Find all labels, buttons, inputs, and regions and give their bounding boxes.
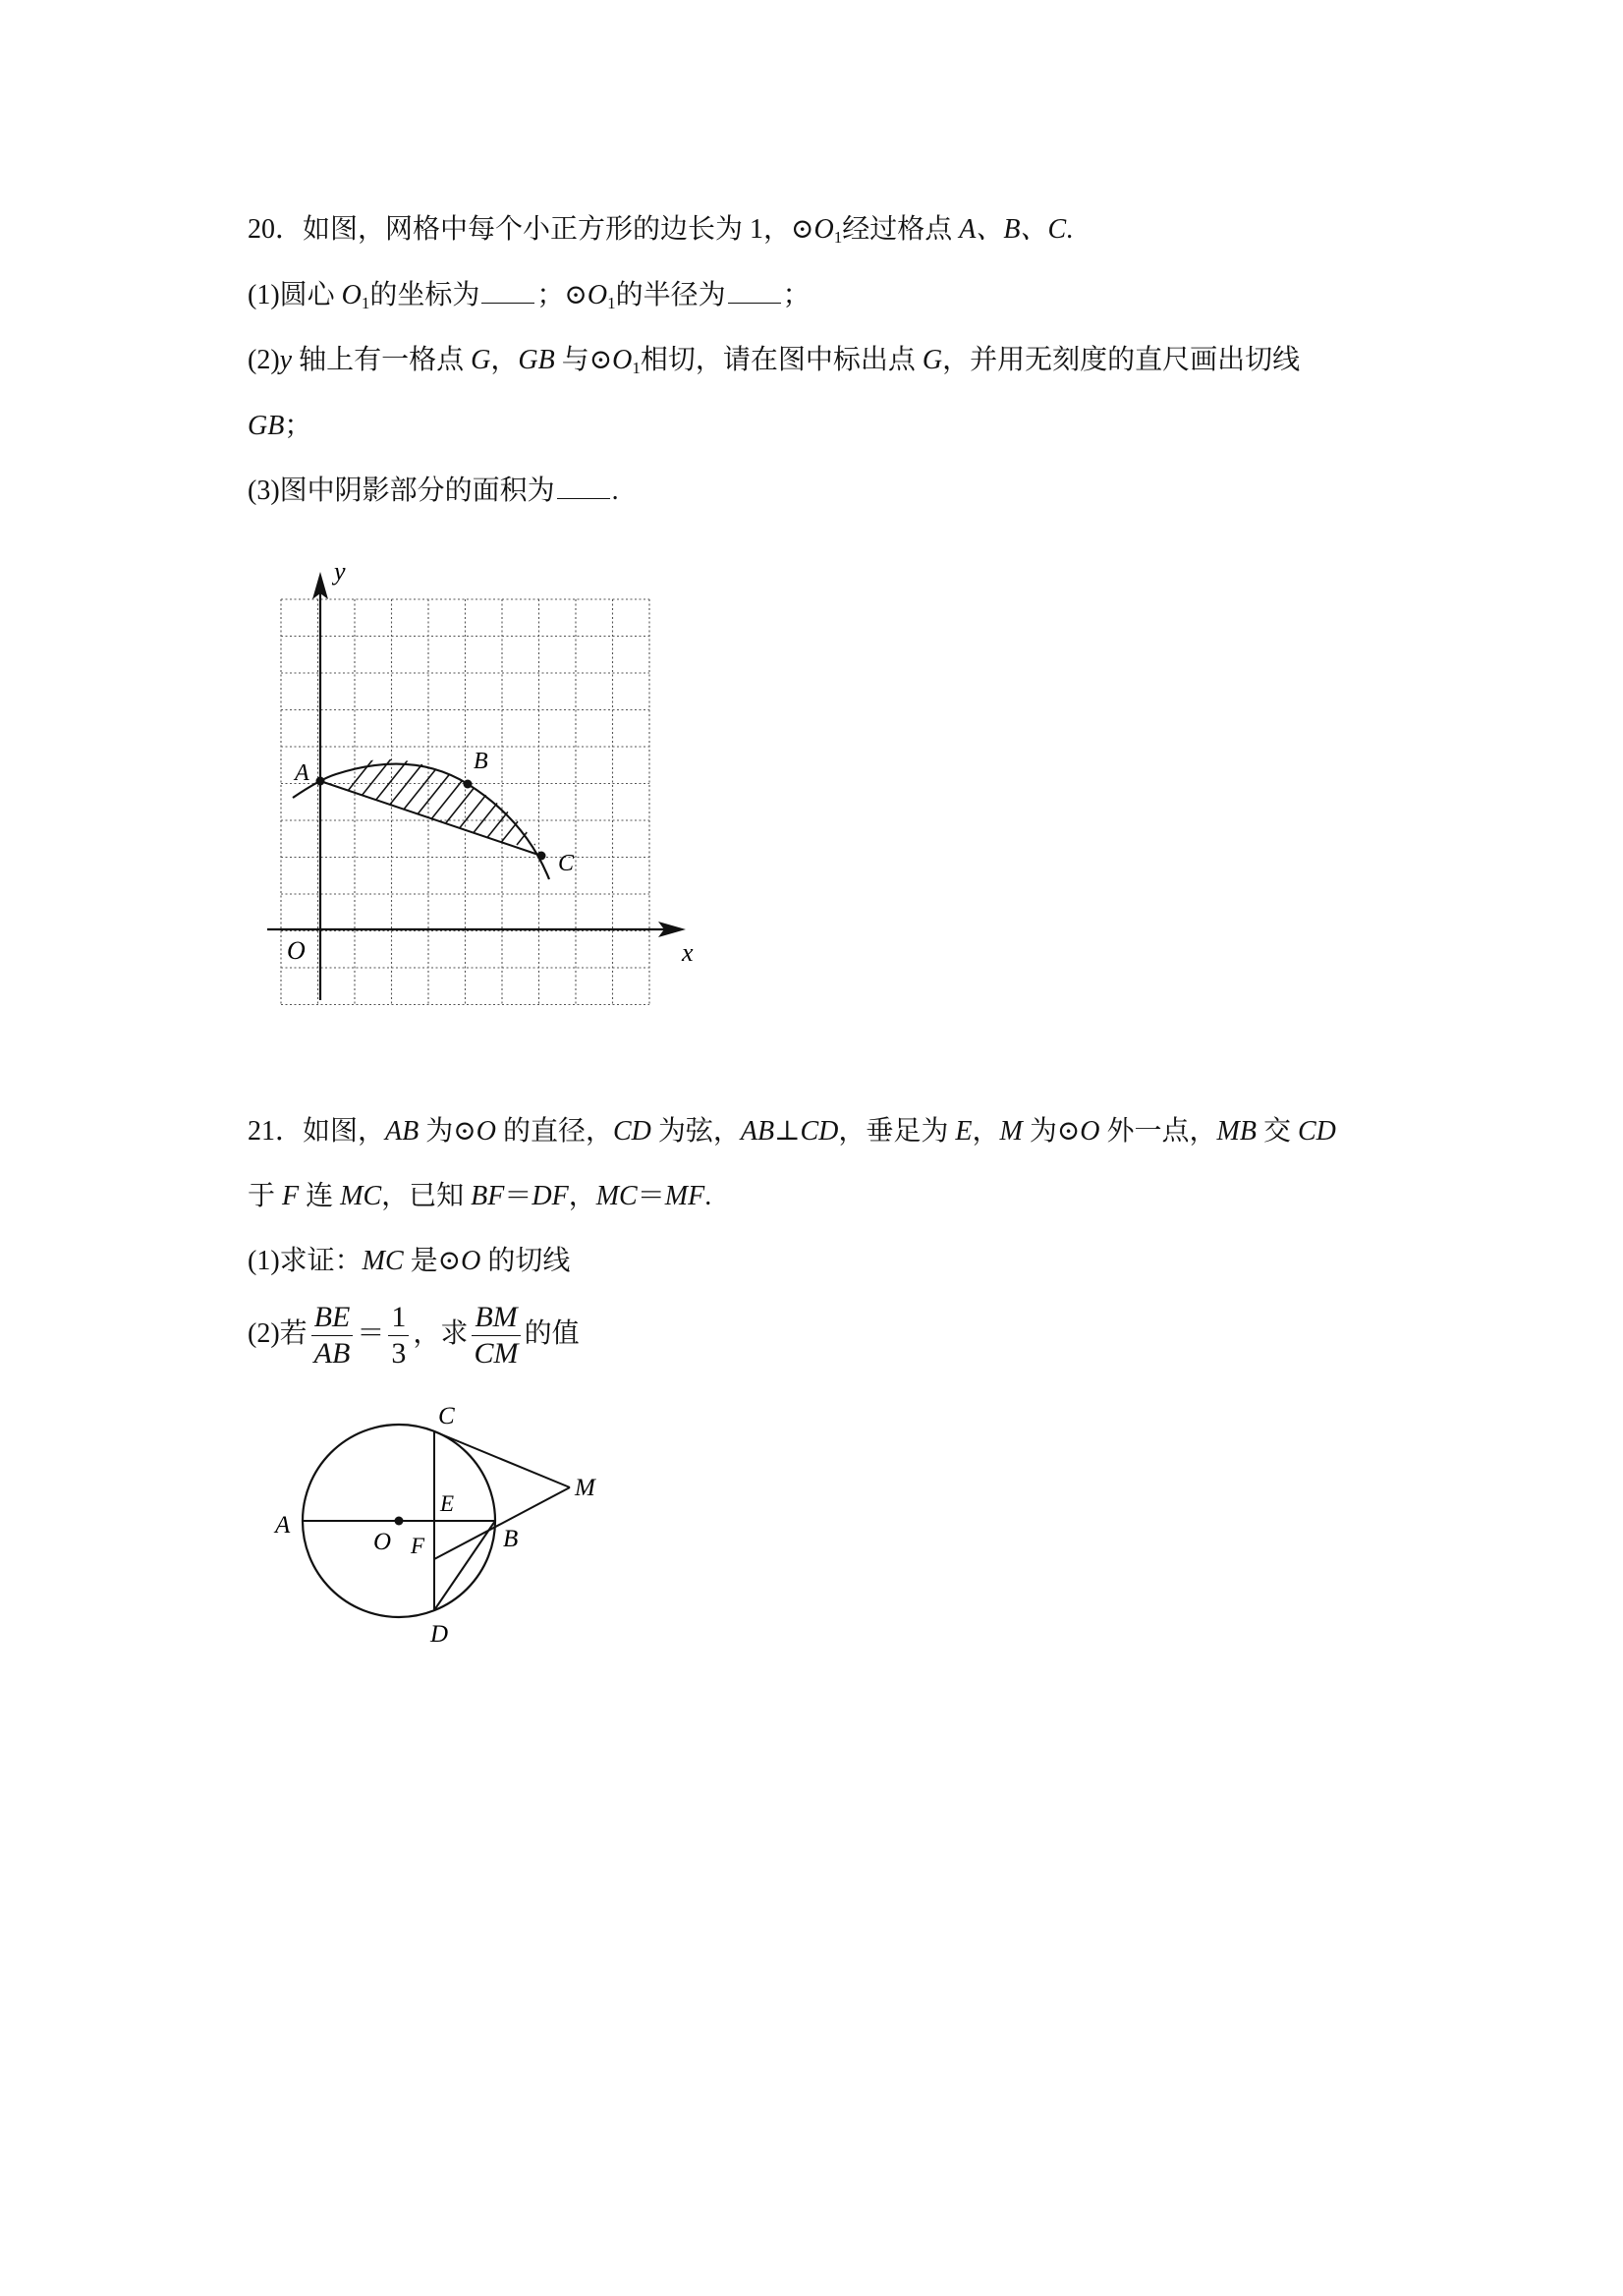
q21-eq2: ＝ xyxy=(637,1181,665,1211)
q20-p2-O: O xyxy=(612,345,633,375)
q20-p3-end: . xyxy=(611,476,619,506)
label-F: F xyxy=(411,1534,425,1558)
frac1-denominator: AB xyxy=(313,1337,351,1371)
q21-AB: AB xyxy=(385,1116,420,1147)
q21-l2-text: 于 xyxy=(248,1181,283,1211)
q21-l1-text: 如图， xyxy=(303,1116,386,1147)
q20-p2-comma: ， xyxy=(490,345,519,375)
chord-AC xyxy=(320,781,541,856)
q20-p2-G: G xyxy=(471,345,491,375)
q21-AB2: AB xyxy=(740,1116,775,1147)
q20-stem-text2: 经过格点 xyxy=(842,214,960,245)
q20-stem xyxy=(248,210,1073,250)
q21-stem-line1 xyxy=(248,1112,1336,1151)
grid-lines xyxy=(281,599,649,1005)
label-O: O xyxy=(287,936,306,965)
q21-eq3: ＝ xyxy=(357,1318,385,1349)
q21-l2-text2: 连 xyxy=(299,1181,341,1211)
q21-l1-text7: 外一点， xyxy=(1099,1116,1217,1147)
label-O: O xyxy=(373,1529,392,1555)
q21-l2-comma: ， xyxy=(568,1181,596,1211)
label-A: A xyxy=(295,760,309,786)
frac1-numerator: BE xyxy=(311,1300,354,1336)
q21-l1-text4: 为弦， xyxy=(650,1116,741,1147)
q21-MB: MB xyxy=(1216,1116,1257,1147)
q20-p1-circle: O xyxy=(587,280,608,310)
q20-stem-text: 如图，网格中每个小正方形的边长为 1，⊙ xyxy=(303,214,814,245)
label-C: C xyxy=(438,1403,455,1429)
label-C: C xyxy=(558,851,575,876)
q20-p2-y: y xyxy=(279,345,293,375)
hatch-line xyxy=(375,747,454,845)
q20-part3 xyxy=(248,472,619,511)
q20-p1-center: O xyxy=(341,280,362,310)
q21-number: 21． xyxy=(248,1116,304,1147)
q21-O: O xyxy=(476,1116,496,1147)
q20-number: 20． xyxy=(248,214,304,245)
q21-E: E xyxy=(955,1116,973,1147)
segment-BD xyxy=(434,1521,495,1610)
q21-CD3: CD xyxy=(1298,1116,1336,1147)
label-E: E xyxy=(440,1491,455,1516)
q20-p3-blank-area[interactable] xyxy=(557,473,610,499)
label-A: A xyxy=(275,1512,291,1539)
q21-part2 xyxy=(248,1293,580,1375)
hatch-line xyxy=(358,747,436,845)
label-B: B xyxy=(474,749,488,774)
q20-p1-text4: 的半径为 xyxy=(615,280,726,310)
hatch-line xyxy=(517,747,595,845)
q21-MF: MF xyxy=(664,1181,705,1211)
frac2-numerator: 1 xyxy=(388,1300,409,1336)
center-point-O xyxy=(395,1517,404,1526)
q20-p2-text4: ，并用无刻度的直尺画出切线 xyxy=(942,345,1301,375)
q21-l1-text8: 交 xyxy=(1256,1116,1298,1147)
q20-part2-line2 xyxy=(248,407,311,446)
q21-CD: CD xyxy=(612,1116,651,1147)
q20-p2-text3: 相切，请在图中标出点 xyxy=(640,345,923,375)
q21-p2-text2: ，求 xyxy=(413,1318,469,1349)
q21-l1-text2: 为⊙ xyxy=(419,1116,476,1147)
q20-stem-circle: O xyxy=(813,214,834,245)
q20-grid-figure xyxy=(255,550,707,1012)
segment-CM xyxy=(434,1431,570,1487)
segment-MB xyxy=(434,1487,570,1559)
q21-l1-comma: ， xyxy=(972,1116,1000,1147)
q20-p2-label: (2) xyxy=(248,345,280,375)
q21-circle-figure xyxy=(265,1400,619,1655)
q21-BF: BF xyxy=(471,1181,505,1211)
q21-F: F xyxy=(282,1181,300,1211)
q20-p1-text: (1)圆心 xyxy=(248,280,342,310)
label-x: x xyxy=(682,938,694,967)
q21-perp: ⊥ xyxy=(774,1116,801,1147)
hatch-line xyxy=(340,747,419,845)
hatch-line xyxy=(305,747,383,845)
q20-p1-end: ； xyxy=(782,280,811,310)
label-M: M xyxy=(575,1475,595,1501)
q20-p3-text: (3)图中阴影部分的面积为 xyxy=(248,476,555,506)
q20-p1-blank-radius[interactable] xyxy=(728,277,781,304)
frac2-denominator: 3 xyxy=(391,1337,407,1371)
q21-p1-MC: MC xyxy=(362,1246,404,1276)
hatch-line xyxy=(534,747,613,845)
q21-p1-text2: 是⊙ xyxy=(403,1246,462,1276)
q21-fraction-BE-AB xyxy=(311,1300,354,1372)
label-y: y xyxy=(334,557,346,586)
frac3-numerator: BM xyxy=(472,1300,520,1336)
q21-l1-text3: 的直径， xyxy=(495,1116,613,1147)
q21-stem-line2 xyxy=(248,1177,711,1216)
q21-MC: MC xyxy=(340,1181,382,1211)
q21-l2-text3: ，已知 xyxy=(381,1181,472,1211)
q21-DF: DF xyxy=(532,1181,569,1211)
q20-stem-points: A、B、C xyxy=(959,214,1067,245)
q20-p2-GB2: GB xyxy=(248,411,285,441)
q21-l2-end: . xyxy=(704,1181,712,1211)
label-D: D xyxy=(430,1621,449,1648)
q21-p1-O: O xyxy=(461,1246,481,1276)
q20-p2-sub: 1 xyxy=(632,359,641,377)
arc-ABC xyxy=(293,764,549,879)
q21-MC2: MC xyxy=(595,1181,638,1211)
q21-part1 xyxy=(248,1242,570,1281)
hatch-line xyxy=(393,747,472,845)
q21-O2: O xyxy=(1080,1116,1100,1147)
point-A xyxy=(316,777,325,786)
q21-p2-text3: 的值 xyxy=(524,1318,580,1349)
q21-l1-text6: 为⊙ xyxy=(1022,1116,1081,1147)
q20-stem-sub: 1 xyxy=(833,228,843,247)
q20-p2-text: 轴上有一格点 xyxy=(292,345,472,375)
q20-p2-GB: GB xyxy=(518,345,555,375)
q21-fraction-one-third xyxy=(388,1300,409,1372)
q21-CD2: CD xyxy=(800,1116,839,1147)
q20-stem-end: . xyxy=(1066,214,1074,245)
q21-p1-text: (1)求证： xyxy=(248,1246,363,1276)
q20-part1 xyxy=(248,276,811,315)
q21-p1-text3: 的切线 xyxy=(480,1246,571,1276)
q21-eq1: ＝ xyxy=(504,1181,532,1211)
point-B xyxy=(464,780,473,789)
q21-fraction-BM-CM xyxy=(472,1300,520,1372)
q20-p2-end: ； xyxy=(284,411,312,441)
q20-p1-sub2: 1 xyxy=(607,294,616,312)
q21-l1-text5: ，垂足为 xyxy=(838,1116,956,1147)
point-C xyxy=(537,852,546,861)
label-B: B xyxy=(503,1526,519,1552)
q20-p1-blank-coordinate[interactable] xyxy=(481,277,534,304)
hatch-shading xyxy=(305,747,613,845)
q20-p1-text2: 的坐标为 xyxy=(369,280,480,310)
frac3-denominator: CM xyxy=(474,1337,519,1371)
q21-M: M xyxy=(999,1116,1023,1147)
q20-p2-G2: G xyxy=(922,345,943,375)
q20-p1-text3: ；⊙ xyxy=(536,280,588,310)
q20-p1-sub: 1 xyxy=(361,294,370,312)
q20-part2-line1 xyxy=(248,341,1300,380)
q20-p2-text2: 与⊙ xyxy=(554,345,613,375)
q21-p2-text: (2)若 xyxy=(248,1318,308,1349)
